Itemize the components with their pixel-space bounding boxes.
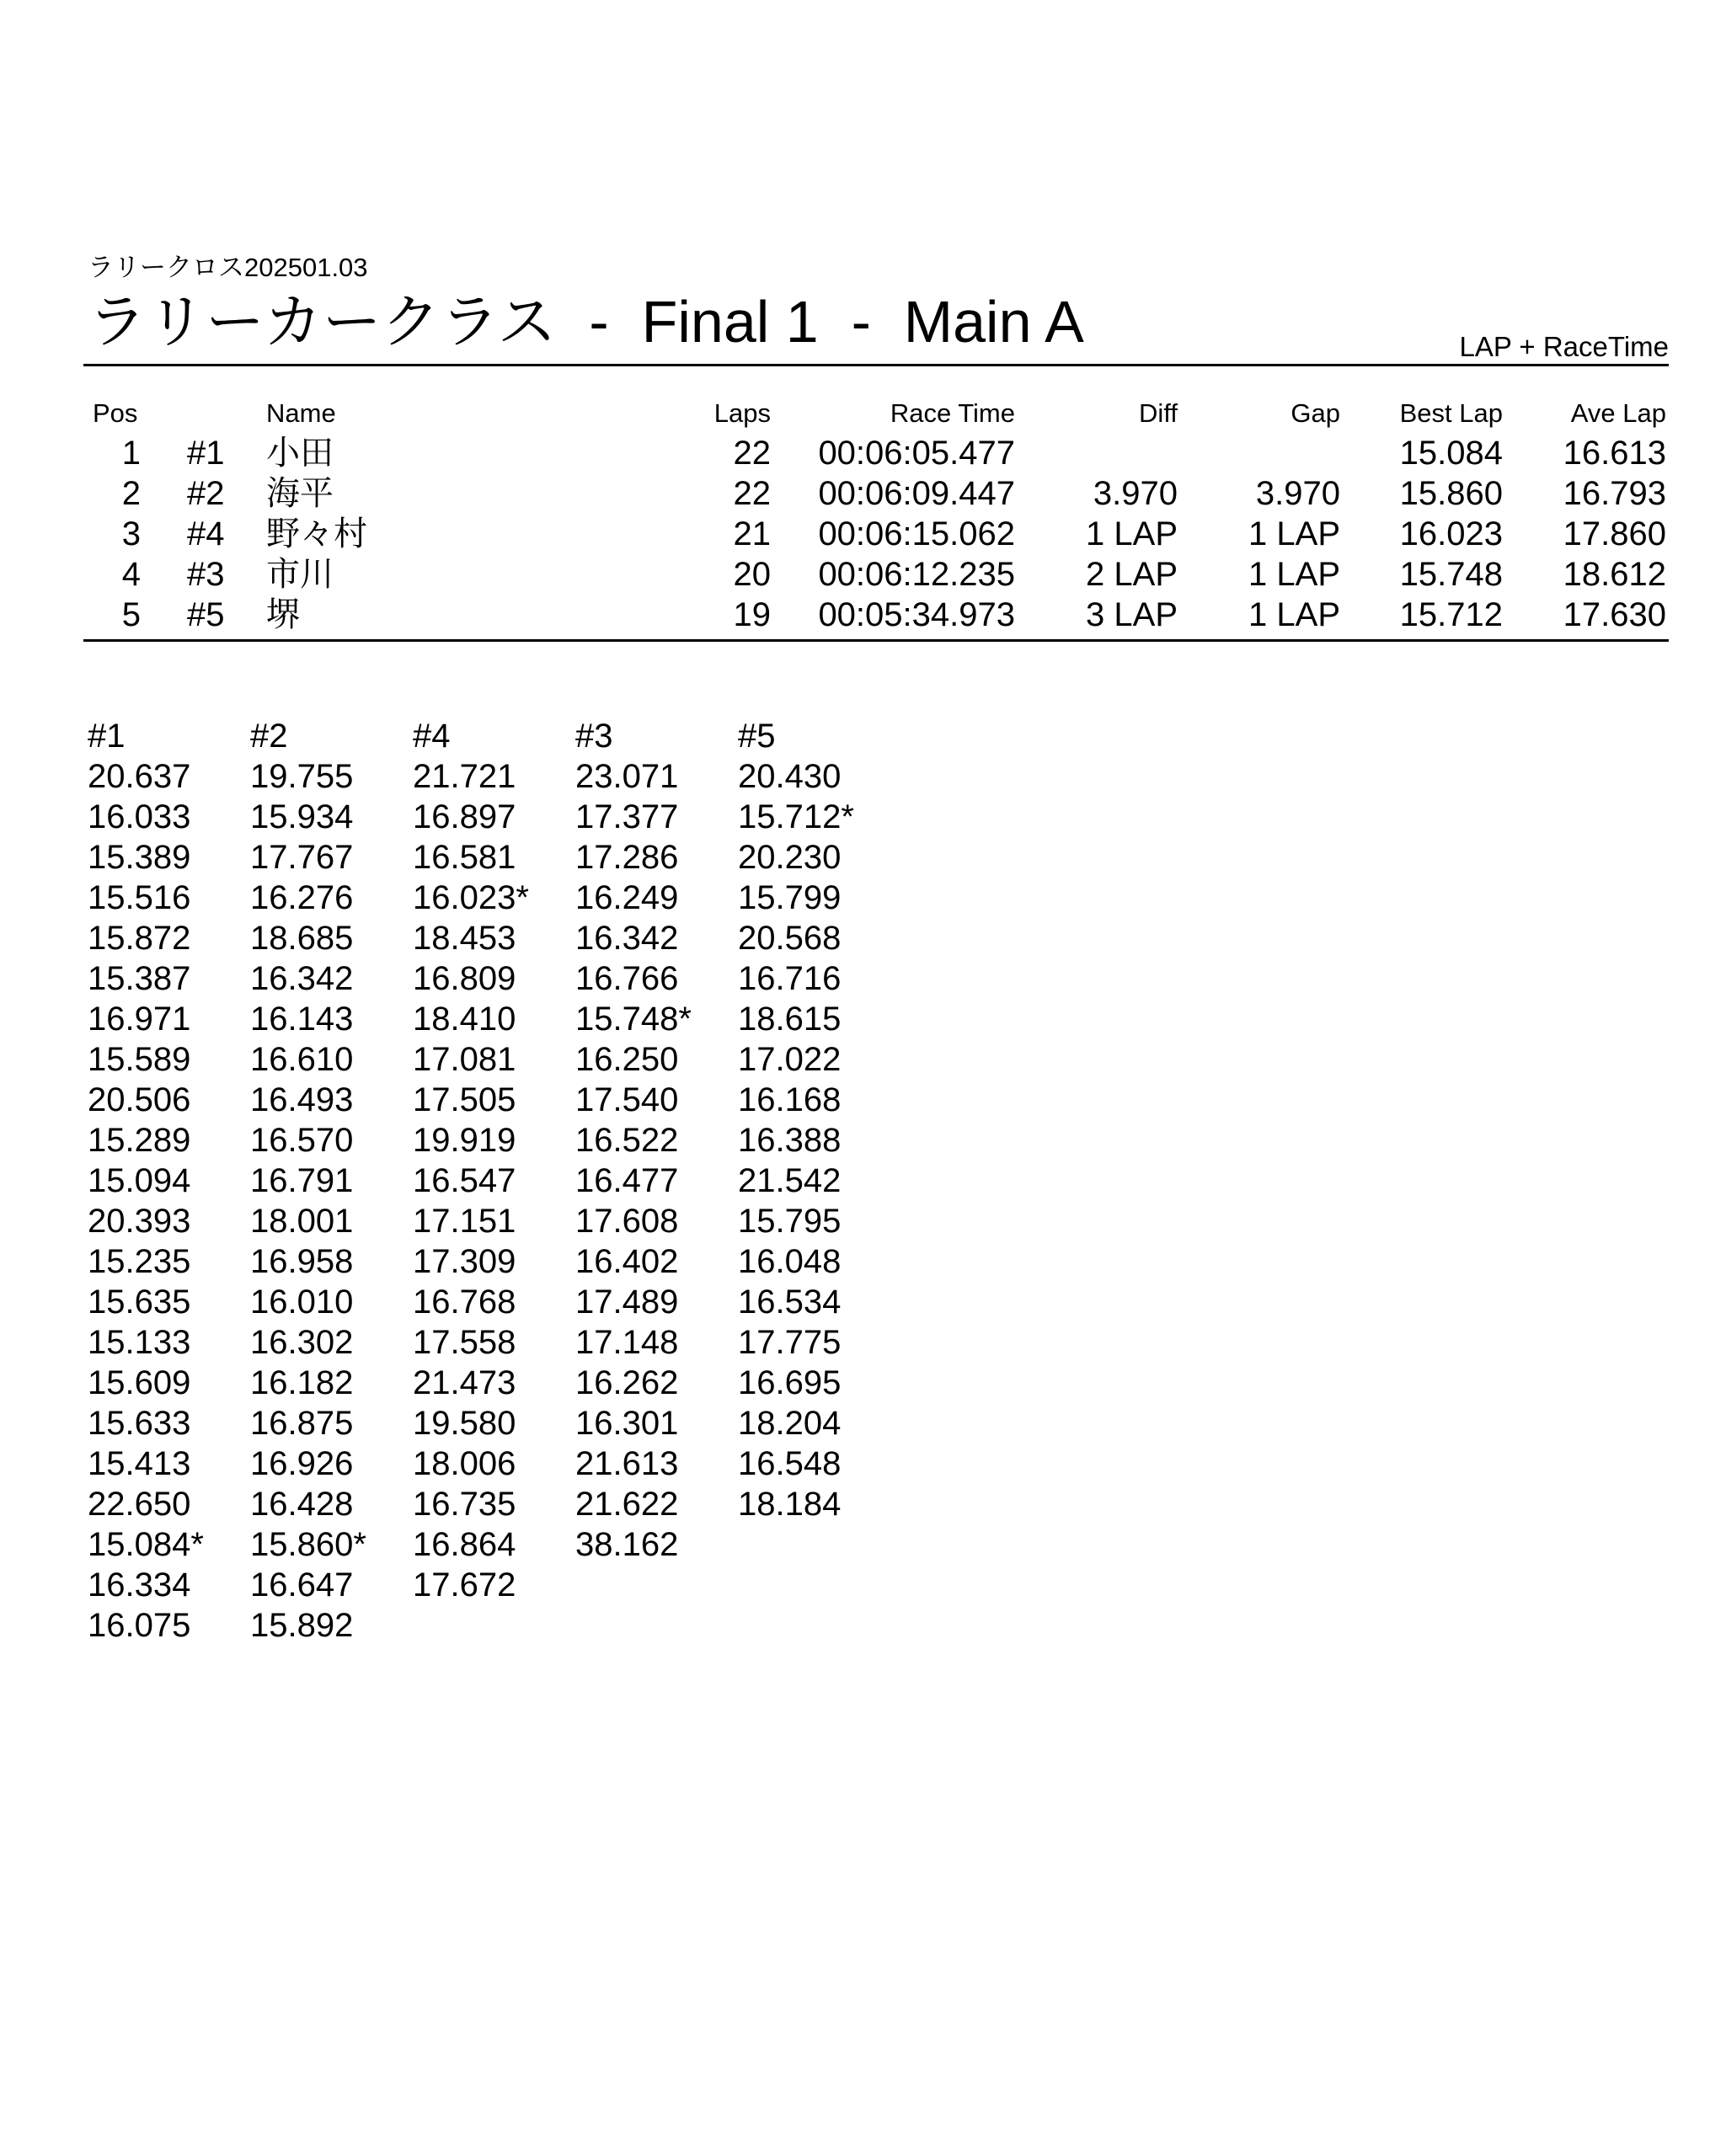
lap-time: 18.615 (738, 1001, 842, 1038)
table-row (0, 554, 1726, 595)
lap-time: 20.568 (738, 920, 842, 957)
result-diff: 3 LAP (1086, 596, 1178, 633)
lap-time: 16.875 (250, 1405, 354, 1442)
result-best-lap: 15.860 (1399, 475, 1503, 512)
result-laps: 19 (733, 596, 771, 633)
lap-time: 19.755 (250, 758, 354, 795)
lap-column (413, 716, 573, 1605)
lap-time: 16.477 (575, 1162, 679, 1199)
lap-time: 16.768 (413, 1283, 516, 1321)
lap-time: 17.767 (250, 839, 354, 876)
lap-time: 21.721 (413, 758, 516, 795)
result-gap: 1 LAP (1248, 515, 1340, 552)
lap-time: 23.071 (575, 758, 679, 795)
results-body (0, 433, 1726, 635)
lap-time: 16.809 (413, 960, 516, 997)
lap-time: 16.276 (250, 879, 354, 916)
lap-time: 15.748* (575, 1001, 692, 1038)
lap-time: 16.735 (413, 1486, 516, 1523)
table-row (0, 433, 1726, 473)
lap-time: 17.672 (413, 1566, 516, 1604)
result-ave-lap: 16.613 (1563, 435, 1666, 472)
lap-time: 16.547 (413, 1162, 516, 1199)
lap-time: 15.235 (88, 1243, 191, 1280)
lap-time: 17.151 (413, 1203, 516, 1240)
lap-time: 16.570 (250, 1122, 354, 1159)
lap-time: 16.075 (88, 1607, 191, 1644)
result-pos: 1 (121, 435, 141, 472)
result-laps: 22 (733, 475, 771, 512)
result-ave-lap: 17.630 (1563, 596, 1666, 633)
lap-time: 17.081 (413, 1041, 516, 1078)
lap-time: 15.387 (88, 960, 191, 997)
result-car-number: #5 (187, 596, 225, 633)
lap-time: 16.262 (575, 1364, 679, 1401)
lap-time: 16.610 (250, 1041, 354, 1078)
lap-time: 15.795 (738, 1203, 842, 1240)
result-driver-name: 海平 (266, 475, 334, 512)
timing-mode-label: LAP + RaceTime (1459, 331, 1669, 362)
lap-time: 18.184 (738, 1486, 842, 1523)
lap-time: 16.864 (413, 1526, 516, 1563)
column-header-best-lap: Best Lap (1399, 398, 1503, 428)
lap-time: 17.608 (575, 1203, 679, 1240)
result-car-number: #2 (187, 475, 225, 512)
lap-column (738, 716, 898, 1524)
results-table (0, 394, 1726, 635)
column-header-diff: Diff (1139, 398, 1178, 428)
lap-time: 16.301 (575, 1405, 679, 1442)
result-diff: 3.970 (1093, 475, 1178, 512)
results-divider (83, 639, 1669, 642)
lap-time: 15.609 (88, 1364, 191, 1401)
lap-time: 19.580 (413, 1405, 516, 1442)
lap-time: 15.635 (88, 1283, 191, 1321)
result-pos: 5 (121, 596, 141, 633)
lap-time: 15.934 (250, 798, 354, 835)
lap-time: 15.872 (88, 920, 191, 957)
table-row (0, 595, 1726, 635)
lap-time: 16.249 (575, 879, 679, 916)
lap-column-header: #2 (250, 718, 288, 755)
lap-time: 16.250 (575, 1041, 679, 1078)
lap-time: 17.489 (575, 1283, 679, 1321)
result-race-time: 00:05:34.973 (818, 596, 1015, 633)
result-gap: 1 LAP (1248, 556, 1340, 593)
result-pos: 3 (121, 515, 141, 552)
lap-time: 18.410 (413, 1001, 516, 1038)
lap-time: 16.493 (250, 1081, 354, 1118)
lap-time: 15.516 (88, 879, 191, 916)
lap-time: 15.712* (738, 798, 854, 835)
lap-time: 16.581 (413, 839, 516, 876)
column-header-gap: Gap (1290, 398, 1340, 428)
lap-time: 20.230 (738, 839, 842, 876)
lap-time: 20.506 (88, 1081, 191, 1118)
lap-time: 18.204 (738, 1405, 842, 1442)
lap-time: 16.897 (413, 798, 516, 835)
lap-time: 18.453 (413, 920, 516, 957)
lap-time: 17.309 (413, 1243, 516, 1280)
result-best-lap: 15.084 (1399, 435, 1503, 472)
lap-time: 16.182 (250, 1364, 354, 1401)
lap-time: 17.377 (575, 798, 679, 835)
result-gap: 3.970 (1255, 475, 1340, 512)
result-car-number: #1 (187, 435, 225, 472)
lap-column-header: #5 (738, 718, 776, 755)
column-header-ave-lap: Ave Lap (1570, 398, 1666, 428)
result-race-time: 00:06:05.477 (818, 435, 1015, 472)
result-car-number: #3 (187, 556, 225, 593)
result-driver-name: 市川 (266, 556, 334, 593)
table-row (0, 514, 1726, 554)
result-ave-lap: 18.612 (1563, 556, 1666, 593)
lap-time: 15.633 (88, 1405, 191, 1442)
lap-time: 20.393 (88, 1203, 191, 1240)
lap-time: 19.919 (413, 1122, 516, 1159)
lap-time: 15.589 (88, 1041, 191, 1078)
lap-time: 17.148 (575, 1324, 679, 1361)
lap-time: 21.613 (575, 1445, 679, 1482)
lap-time: 21.473 (413, 1364, 516, 1401)
result-ave-lap: 17.860 (1563, 515, 1666, 552)
result-pos: 4 (121, 556, 141, 593)
lap-time: 38.162 (575, 1526, 679, 1563)
lap-time: 16.695 (738, 1364, 842, 1401)
result-race-time: 00:06:12.235 (818, 556, 1015, 593)
lap-time: 16.342 (250, 960, 354, 997)
lap-time: 16.522 (575, 1122, 679, 1159)
result-car-number: #4 (187, 515, 225, 552)
result-best-lap: 16.023 (1399, 515, 1503, 552)
column-header-race-time: Race Time (890, 398, 1015, 428)
lap-time: 17.022 (738, 1041, 842, 1078)
lap-time: 18.685 (250, 920, 354, 957)
result-diff: 1 LAP (1086, 515, 1178, 552)
result-best-lap: 15.748 (1399, 556, 1503, 593)
lap-time: 16.791 (250, 1162, 354, 1199)
result-gap: 1 LAP (1248, 596, 1340, 633)
result-best-lap: 15.712 (1399, 596, 1503, 633)
lap-column (250, 716, 410, 1646)
lap-time: 16.033 (88, 798, 191, 835)
lap-time: 16.023* (413, 879, 529, 916)
lap-time: 16.766 (575, 960, 679, 997)
result-driver-name: 野々村 (266, 515, 367, 552)
page-title: ラリーカークラス - Final 1 - Main A (88, 289, 1084, 355)
lap-column (88, 716, 248, 1646)
lap-column-header: #3 (575, 718, 613, 755)
header-divider (83, 364, 1669, 366)
result-diff: 2 LAP (1086, 556, 1178, 593)
column-header-pos: Pos (93, 398, 138, 428)
result-laps: 21 (733, 515, 771, 552)
lap-time: 17.505 (413, 1081, 516, 1118)
lap-column (575, 716, 735, 1565)
result-driver-name: 小田 (266, 435, 334, 472)
lap-time: 15.799 (738, 879, 842, 916)
lap-time: 16.388 (738, 1122, 842, 1159)
lap-time: 16.342 (575, 920, 679, 957)
lap-time: 17.775 (738, 1324, 842, 1361)
lap-time: 15.413 (88, 1445, 191, 1482)
result-pos: 2 (121, 475, 141, 512)
lap-time: 15.892 (250, 1607, 354, 1644)
lap-time: 15.084* (88, 1526, 204, 1563)
lap-time: 16.048 (738, 1243, 842, 1280)
lap-column-header: #1 (88, 718, 126, 755)
lap-time: 20.430 (738, 758, 842, 795)
lap-column-header: #4 (413, 718, 451, 755)
lap-time: 16.926 (250, 1445, 354, 1482)
lap-time: 16.971 (88, 1001, 191, 1038)
lap-time: 22.650 (88, 1486, 191, 1523)
lap-time: 15.094 (88, 1162, 191, 1199)
result-ave-lap: 16.793 (1563, 475, 1666, 512)
lap-time: 15.389 (88, 839, 191, 876)
lap-time: 17.558 (413, 1324, 516, 1361)
lap-time: 16.334 (88, 1566, 191, 1604)
result-race-time: 00:06:15.062 (818, 515, 1015, 552)
result-laps: 22 (733, 435, 771, 472)
column-header-name: Name (266, 398, 336, 428)
lap-time: 18.001 (250, 1203, 354, 1240)
lap-time: 16.534 (738, 1283, 842, 1321)
lap-time: 16.647 (250, 1566, 354, 1604)
lap-time: 21.622 (575, 1486, 679, 1523)
lap-time: 16.143 (250, 1001, 354, 1038)
lap-time: 17.286 (575, 839, 679, 876)
result-laps: 20 (733, 556, 771, 593)
lap-time: 20.637 (88, 758, 191, 795)
lap-time: 15.289 (88, 1122, 191, 1159)
lap-time: 16.010 (250, 1283, 354, 1321)
lap-time: 16.428 (250, 1486, 354, 1523)
result-race-time: 00:06:09.447 (818, 475, 1015, 512)
result-driver-name: 堺 (266, 596, 300, 633)
lap-time: 16.958 (250, 1243, 354, 1280)
lap-time: 16.716 (738, 960, 842, 997)
lap-time: 16.548 (738, 1445, 842, 1482)
lap-time: 17.540 (575, 1081, 679, 1118)
lap-time: 16.302 (250, 1324, 354, 1361)
lap-time: 18.006 (413, 1445, 516, 1482)
event-name: ラリークロス202501.03 (88, 253, 368, 282)
lap-time: 16.168 (738, 1081, 842, 1118)
lap-time: 21.542 (738, 1162, 842, 1199)
lap-time: 16.402 (575, 1243, 679, 1280)
lap-time: 15.133 (88, 1324, 191, 1361)
table-row (0, 473, 1726, 514)
column-header-laps: Laps (713, 398, 771, 428)
lap-time: 15.860* (250, 1526, 366, 1563)
results-header-row (0, 394, 1726, 433)
